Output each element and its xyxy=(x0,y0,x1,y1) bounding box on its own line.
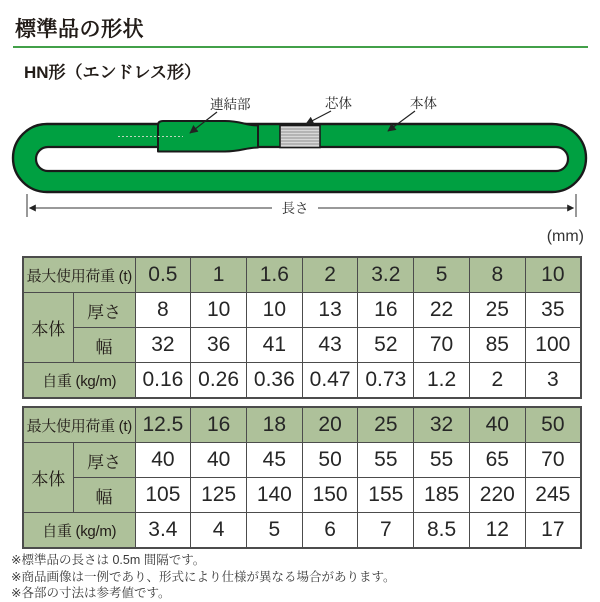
weight-value-cell: 1.2 xyxy=(414,363,470,399)
footnote-text: ※標準品の長さは 0.5m 間隔です。 xyxy=(11,553,206,567)
thickness-value-cell: 10 xyxy=(246,293,302,328)
load-row xyxy=(23,257,581,293)
load-value-cell: 0.5 xyxy=(135,257,191,293)
width-value-cell: 220 xyxy=(469,478,525,513)
weight-value-cell: 3.4 xyxy=(135,513,191,549)
weight-value-cell: 2 xyxy=(469,363,525,399)
thickness-value-cell: 13 xyxy=(302,293,358,328)
section-subtitle: HN形（エンドレス形） xyxy=(24,63,202,82)
body-label: 本体 xyxy=(410,96,437,111)
width-row xyxy=(23,328,581,363)
weight-value-cell: 8.5 xyxy=(414,513,470,549)
load-value-cell: 1 xyxy=(191,257,247,293)
load-label-cell: 最大使用荷重 (t) xyxy=(23,257,135,293)
load-value-cell: 20 xyxy=(302,407,358,443)
weight-value-cell: 3 xyxy=(525,363,581,399)
width-value-cell: 43 xyxy=(302,328,358,363)
width-value-cell: 70 xyxy=(414,328,470,363)
width-value-cell: 155 xyxy=(358,478,414,513)
load-value-cell: 18 xyxy=(246,407,302,443)
thickness-value-cell: 25 xyxy=(469,293,525,328)
weight-value-cell: 5 xyxy=(246,513,302,549)
width-value-cell: 85 xyxy=(469,328,525,363)
load-value-cell: 16 xyxy=(191,407,247,443)
width-value-cell: 100 xyxy=(525,328,581,363)
body-label-cell: 本体 xyxy=(23,293,73,363)
load-value-cell: 1.6 xyxy=(246,257,302,293)
weight-value-cell: 7 xyxy=(358,513,414,549)
load-value-cell: 2 xyxy=(302,257,358,293)
footnote-text: ※各部の寸法は参考値です。 xyxy=(11,586,171,600)
weight-value-cell: 0.47 xyxy=(302,363,358,399)
width-value-cell: 150 xyxy=(302,478,358,513)
weight-value-cell: 0.36 xyxy=(246,363,302,399)
thickness-value-cell: 50 xyxy=(302,443,358,478)
weight-value-cell: 12 xyxy=(469,513,525,549)
thickness-value-cell: 65 xyxy=(469,443,525,478)
thickness-value-cell: 40 xyxy=(191,443,247,478)
width-label-cell: 幅 xyxy=(73,478,135,513)
length-label: 長さ xyxy=(281,201,309,216)
load-value-cell: 40 xyxy=(469,407,525,443)
width-label-cell: 幅 xyxy=(73,328,135,363)
thickness-label-cell: 厚さ xyxy=(73,293,135,328)
thickness-value-cell: 40 xyxy=(135,443,191,478)
thickness-label-cell: 厚さ xyxy=(73,443,135,478)
width-value-cell: 52 xyxy=(358,328,414,363)
load-value-cell: 10 xyxy=(525,257,581,293)
thickness-value-cell: 10 xyxy=(191,293,247,328)
width-value-cell: 105 xyxy=(135,478,191,513)
weight-value-cell: 4 xyxy=(191,513,247,549)
connector-section xyxy=(158,121,258,152)
width-value-cell: 125 xyxy=(191,478,247,513)
sling-loop-hole xyxy=(36,147,568,171)
weight-value-cell: 6 xyxy=(302,513,358,549)
unit-note: (mm) xyxy=(546,228,584,245)
thickness-value-cell: 55 xyxy=(414,443,470,478)
load-value-cell: 12.5 xyxy=(135,407,191,443)
weight-value-cell: 0.16 xyxy=(135,363,191,399)
width-value-cell: 32 xyxy=(135,328,191,363)
thickness-value-cell: 8 xyxy=(135,293,191,328)
thickness-row xyxy=(23,443,581,478)
width-value-cell: 36 xyxy=(191,328,247,363)
weight-value-cell: 0.26 xyxy=(191,363,247,399)
width-value-cell: 245 xyxy=(525,478,581,513)
load-value-cell: 50 xyxy=(525,407,581,443)
load-value-cell: 3.2 xyxy=(358,257,414,293)
weight-value-cell: 0.73 xyxy=(358,363,414,399)
sling-diagram xyxy=(0,88,600,222)
body-label-cell: 本体 xyxy=(23,443,73,513)
footnote-text: ※商品画像は一例であり、形式により仕様が異なる場合があります。 xyxy=(11,569,396,584)
footnotes xyxy=(11,552,395,602)
width-row xyxy=(23,478,581,513)
load-value-cell: 8 xyxy=(469,257,525,293)
load-value-cell: 32 xyxy=(414,407,470,443)
weight-row xyxy=(23,363,581,399)
thickness-value-cell: 16 xyxy=(358,293,414,328)
thickness-value-cell: 35 xyxy=(525,293,581,328)
load-label-cell: 最大使用荷重 (t) xyxy=(23,407,135,443)
spec-tables xyxy=(22,256,582,556)
weight-row xyxy=(23,513,581,549)
thickness-value-cell: 70 xyxy=(525,443,581,478)
width-value-cell: 185 xyxy=(414,478,470,513)
weight-label-cell: 自重 (kg/m) xyxy=(23,363,135,399)
connector-label: 連結部 xyxy=(210,97,251,112)
spec-table-large xyxy=(22,406,582,549)
thickness-value-cell: 45 xyxy=(246,443,302,478)
load-value-cell: 5 xyxy=(414,257,470,293)
thickness-value-cell: 22 xyxy=(414,293,470,328)
weight-value-cell: 17 xyxy=(525,513,581,549)
load-row xyxy=(23,407,581,443)
spec-table-small xyxy=(22,256,582,399)
core-label: 芯体 xyxy=(325,96,352,111)
page-title: 標準品の形状 xyxy=(15,18,144,41)
width-value-cell: 41 xyxy=(246,328,302,363)
thickness-value-cell: 55 xyxy=(358,443,414,478)
width-value-cell: 140 xyxy=(246,478,302,513)
weight-label-cell: 自重 (kg/m) xyxy=(23,513,135,549)
title-underline xyxy=(13,46,588,48)
load-value-cell: 25 xyxy=(358,407,414,443)
thickness-row xyxy=(23,293,581,328)
